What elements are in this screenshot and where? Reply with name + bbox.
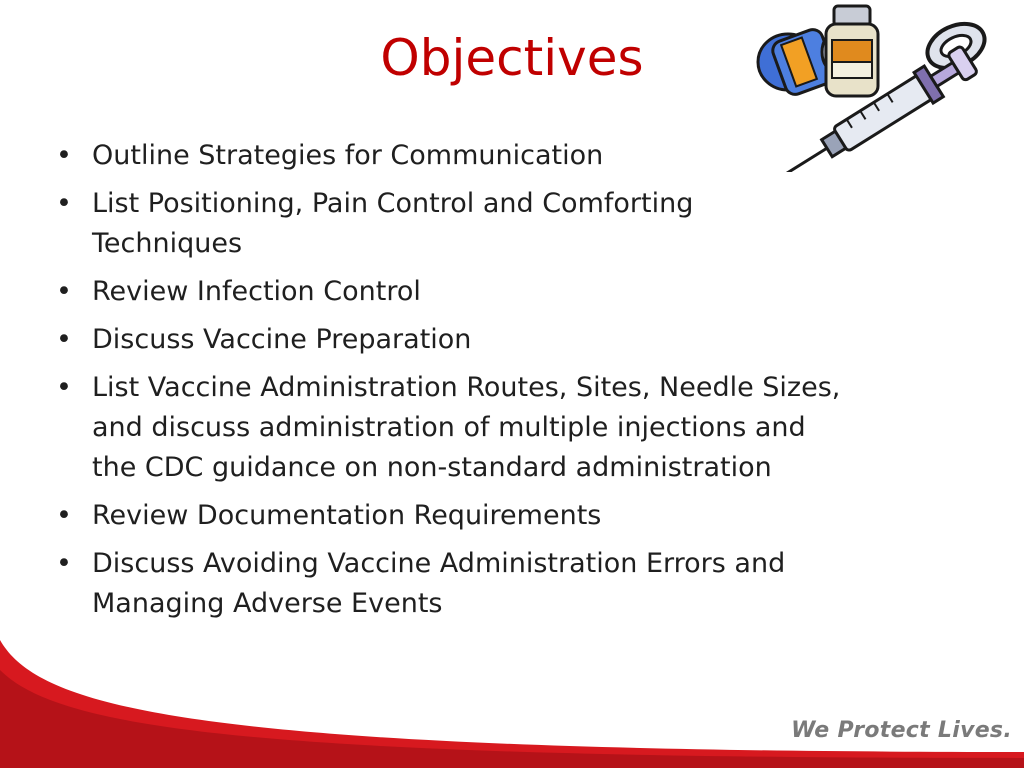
bullet-text: List Positioning, Pain Control and Comforting (92, 188, 694, 219)
bullet-marker: • (56, 188, 72, 219)
bullet-text: and discuss administration of multiple injections and (92, 412, 806, 443)
list-item (52, 272, 932, 312)
list-item (52, 184, 932, 264)
list-item (52, 544, 932, 624)
bullet-text: Discuss Vaccine Preparation (92, 324, 472, 355)
list-item (52, 136, 932, 176)
bullet-text: Outline Strategies for Communication (92, 140, 604, 171)
bullet-text: Review Infection Control (92, 276, 421, 307)
slide-title: Objectives (380, 29, 644, 87)
bullet-marker: • (56, 372, 72, 403)
list-item (52, 496, 932, 536)
red-swoosh-decoration (0, 640, 1024, 768)
bullet-marker: • (56, 276, 72, 307)
bullet-marker: • (56, 500, 72, 531)
objectives-list (52, 136, 932, 632)
tagline: We Protect Lives. (791, 718, 1012, 743)
bullet-marker: • (56, 548, 72, 579)
bullet-text: List Vaccine Administration Routes, Sites, Needle Sizes, (92, 372, 841, 403)
bullet-text: Techniques (92, 228, 243, 259)
bullet-text: Discuss Avoiding Vaccine Administration Errors and (92, 548, 786, 579)
bullet-marker: • (56, 140, 72, 171)
medicine-bottle-icon (826, 6, 878, 96)
bullet-text: the CDC guidance on non-standard administration (92, 452, 772, 483)
bullet-marker: • (56, 324, 72, 355)
bullet-text: Review Documentation Requirements (92, 500, 602, 531)
list-item (52, 320, 932, 360)
bullet-text: Managing Adverse Events (92, 588, 443, 619)
list-item (52, 368, 932, 488)
